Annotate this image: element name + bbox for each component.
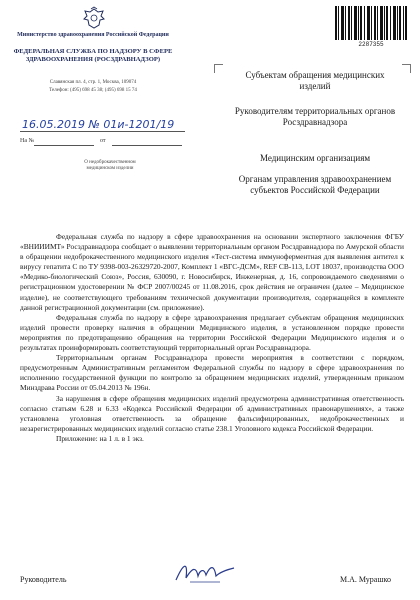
addressee: Органам управления здравоохранением субъектов Российской Федерации [238,174,392,195]
service-name: ФЕДЕРАЛЬНАЯ СЛУЖБА ПО НАДЗОРУ В СФЕРЕ ЗДРАВООХРАНЕНИЯ (РОСЗДРАВНАДЗОР) [13,48,173,63]
na-label: На № [20,138,35,144]
barcode-icon [334,6,408,40]
address-line: Славянская пл. 4, стр. 1, Москва, 109074 [49,80,137,85]
signature-image [170,558,240,586]
date-number: 16.05.2019 № 01и-1201/19 [22,118,175,131]
subject-line: медицинском изделии [86,166,134,171]
addressee: Субъектам обращения медицинских изделий [245,70,385,91]
address-bracket-left [214,64,223,73]
barcode-number: 2287355 [358,41,384,48]
ot-underline [112,145,182,146]
body-paragraph: Территориальным органам Росздравнадзора провести мероприятия в соответствии с порядком, предусмотренным Административным регламентом Федеральной службы по надзору в сфере здравоохранения по исполнению государственной функции по контролю за обращением медицинских изделий, утвержденным приказом Минздрава России от 05.04.2013 № 196н. [20,353,404,393]
reference-field [20,138,185,144]
addressee: Руководителям территориальных органов Росздравнадзора [234,106,396,127]
body-paragraph: За нарушения в сфере обращения медицинских изделий предусмотрена административная ответственность согласно статьям 6.28 и 6.33 «Кодекса Российской Федерации об административных правонарушениях», а также установлена уголовная ответственность за обращение фальсифицированных, недоброкачественных и незарегистрированных медицинских изделий согласно статье 238.1 Уголовного кодекса Российской Федерации. [20,393,404,433]
na-underline [34,145,94,146]
address-bracket-right [402,64,411,73]
signer-name: М.А. Мурашко [340,575,391,584]
date-underline [20,131,185,132]
attachment-note: Приложение: на 1 л. в 1 экз. [56,433,144,443]
ministry-name: Министерство здравоохранения Российской Федерации [17,32,169,38]
subject-line: О недоброкачественном [84,160,136,165]
coat-of-arms-icon [81,6,107,32]
ot-label: от [100,138,106,144]
letter-body [20,232,404,444]
addressee: Медицинским организациям [259,153,371,163]
signer-title: Руководитель [20,575,67,584]
subject-block [60,160,160,172]
body-paragraph: Федеральная служба по надзору в сфере здравоохранения предлагает субъектам обращения медицинских изделий провести проверку наличия в обращении Медицинского изделия, в установленном порядке провести мероприятия по предотвращению обращения на территории Российской Федерации Медицинского изделия и о результатах проинформировать соответствующий территориальный орган Росздравнадзора. [20,312,404,353]
phone-line: Телефон: (495) 698 45 38; (495) 698 15 74 [49,88,137,93]
body-paragraph: Федеральная служба по надзору в сфере здравоохранения на основании экспертного заключения ФГБУ «ВНИИИМТ» Росздравнадзора сообщает о выявлении территориальным органом Росздравнадзора по Амурской области в обращении недоброкачественного медицинского изделия «Тест-система иммуноферментная для выявления антител к вирусу гепатита С по ТУ 9398-003-26329720-2007, Комплект 1 «ВГС-ДСМ», REF СВ-113, LOT 18037, производства ООО «Медико-биологический Союз», Россия, 630090, г. Новосибирск, Инженерная, д. 16, сопровождаемого сведениями о регистрационном удостоверении № ФСР 2007/00245 от 11.08.2016, срок действия не ограничен (далее – Медицинское изделие), не соответствующего требованиям технической документации производителя, содержащейся в комплекте данной регистрационной документации (см. приложение). [20,232,404,312]
address-block [8,79,178,95]
